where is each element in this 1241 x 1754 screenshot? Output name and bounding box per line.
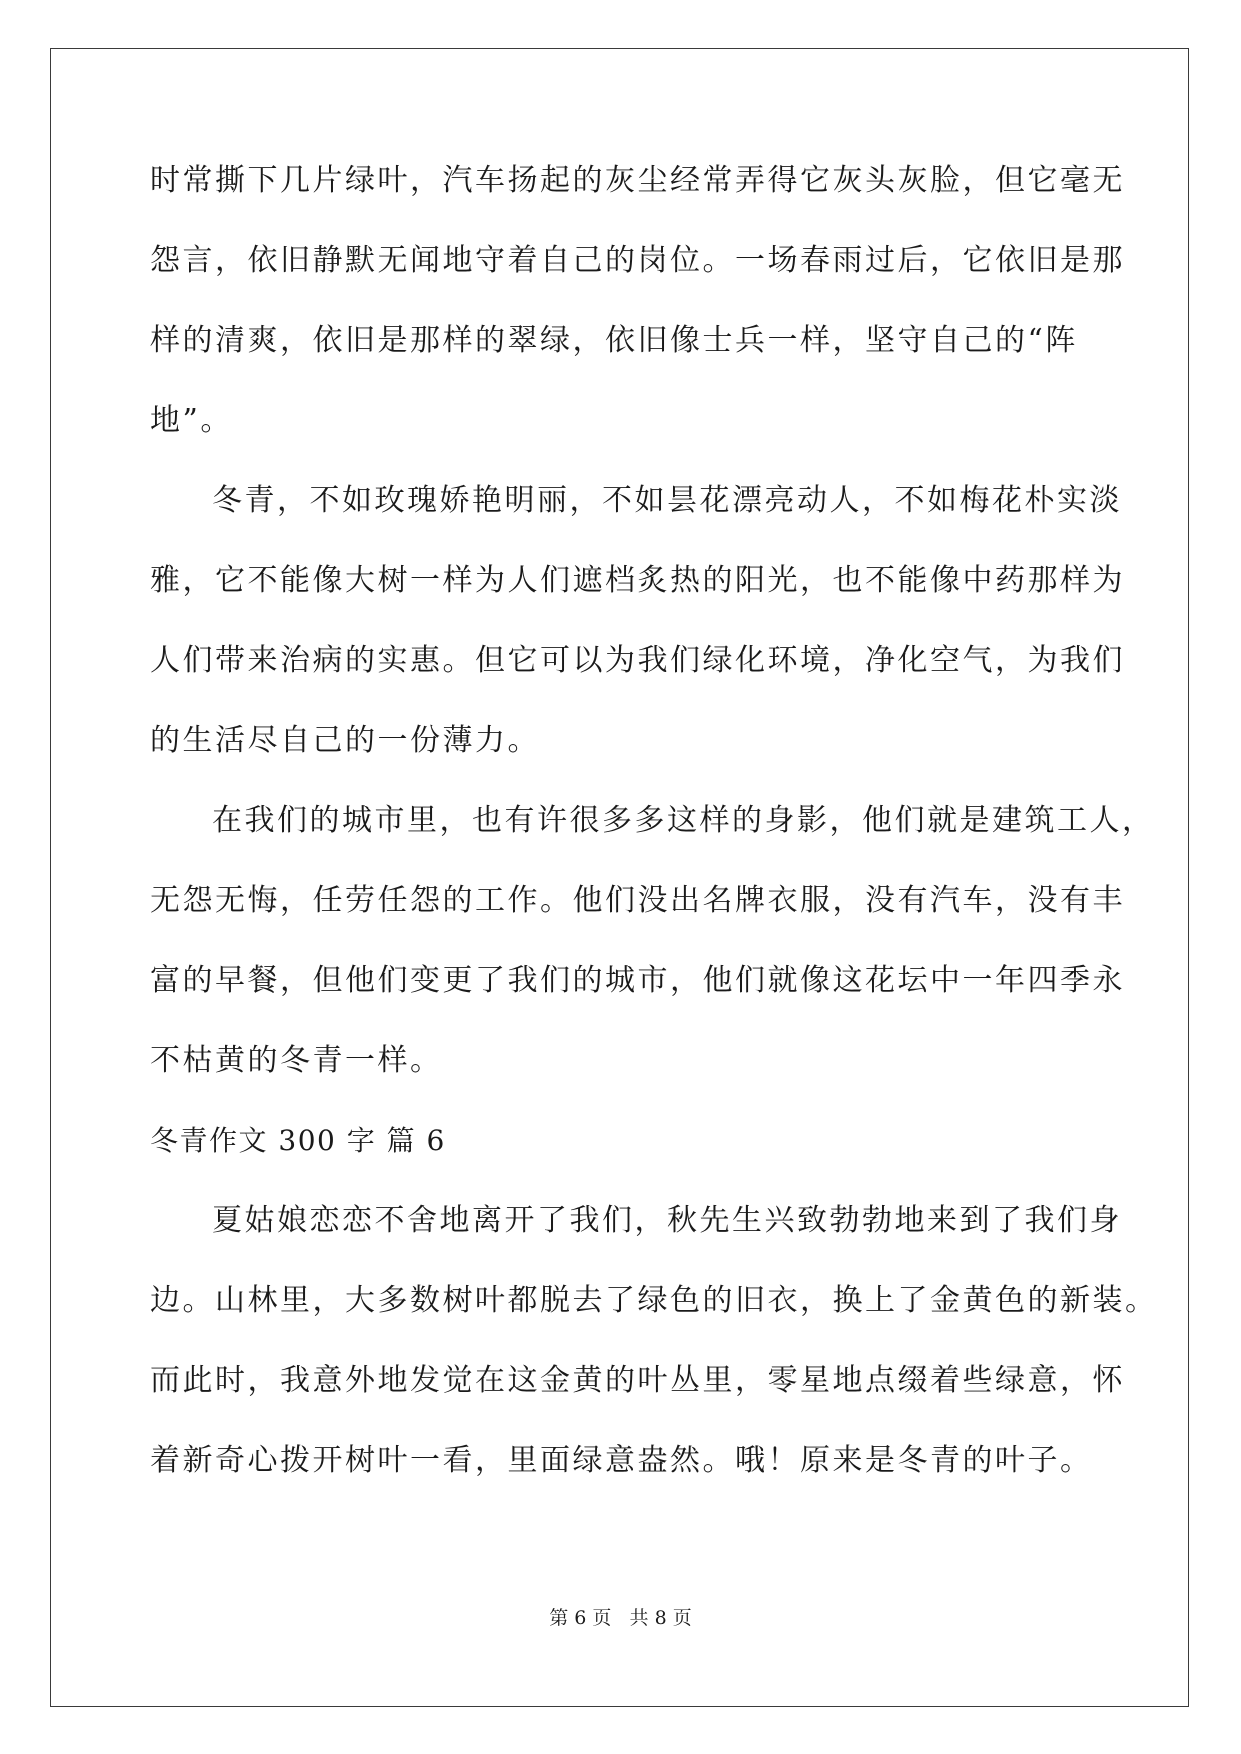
paragraph-line: 雅，它不能像大树一样为人们遮档炙热的阳光，也不能像中药那样为 xyxy=(150,563,1125,598)
section-heading: 冬青作文 300 字 篇 6 xyxy=(150,1124,446,1157)
paragraph-line: 富的早餐，但他们变更了我们的城市，他们就像这花坛中一年四季永 xyxy=(150,963,1125,998)
paragraph-line: 的生活尽自己的一份薄力。 xyxy=(150,723,540,758)
page-footer xyxy=(0,1603,1241,1630)
page-number: 第 6 页 共 8 页 xyxy=(549,1607,692,1629)
paragraph-line: 冬青，不如玫瑰娇艳明丽，不如昙花漂亮动人，不如梅花朴实淡 xyxy=(212,483,1122,518)
paragraph-line: 时常撕下几片绿叶，汽车扬起的灰尘经常弄得它灰头灰脸，但它毫无 xyxy=(150,163,1125,198)
document-body xyxy=(150,160,1158,1520)
paragraph-line: 着新奇心拨开树叶一看，里面绿意盎然。哦！原来是冬青的叶子。 xyxy=(150,1443,1093,1478)
paragraph-line: 无怨无悔，任劳任怨的工作。他们没出名牌衣服，没有汽车，没有丰 xyxy=(150,883,1125,918)
paragraph-line: 而此时，我意外地发觉在这金黄的叶丛里，零星地点缀着些绿意，怀 xyxy=(150,1363,1125,1398)
paragraph-line: 怨言，依旧静默无闻地守着自己的岗位。一场春雨过后，它依旧是那 xyxy=(150,243,1125,278)
paragraph-line: 样的清爽，依旧是那样的翠绿，依旧像士兵一样，坚守自己的“阵 xyxy=(150,323,1078,358)
paragraph-line: 人们带来治病的实惠。但它可以为我们绿化环境，净化空气，为我们 xyxy=(150,643,1125,678)
paragraph-line: 地”。 xyxy=(150,403,233,438)
paragraph-line: 夏姑娘恋恋不舍地离开了我们，秋先生兴致勃勃地来到了我们身 xyxy=(212,1203,1122,1238)
paragraph-line: 在我们的城市里，也有许很多多这样的身影，他们就是建筑工人， xyxy=(212,803,1155,838)
paragraph-line: 不枯黄的冬青一样。 xyxy=(150,1043,443,1078)
paragraph-line: 边。山林里，大多数树叶都脱去了绿色的旧衣，换上了金黄色的新装。 xyxy=(150,1283,1158,1318)
